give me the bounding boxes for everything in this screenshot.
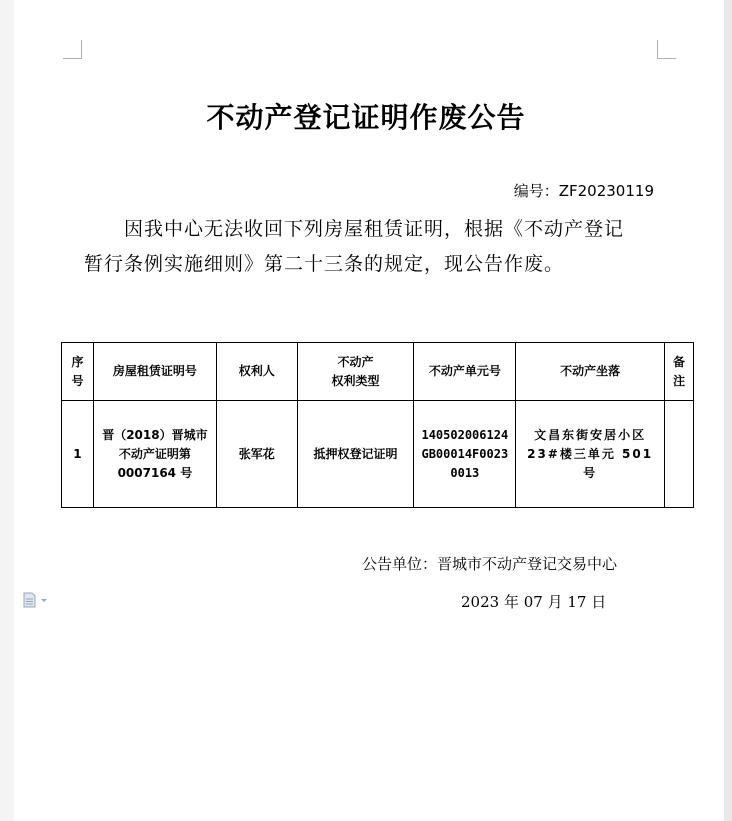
header-index: 序号 (62, 343, 94, 401)
header-right-type: 不动产 权利类型 (297, 343, 414, 401)
cell-remark (664, 401, 693, 508)
document-title: 不动产登记证明作废公告 (206, 101, 526, 134)
header-remark: 备注 (664, 343, 693, 401)
cell-index: 1 (62, 401, 94, 508)
cell-unit-no: 140502006124GB00014F00230013 (414, 401, 516, 508)
header-cert-no: 房屋租赁证明号 (93, 343, 216, 401)
body-line-1: 因我中心无法收回下列房屋租赁证明，根据《不动产登记 (124, 218, 625, 240)
document-number-value: ZF20230119 (558, 182, 654, 200)
certificate-table (61, 342, 694, 508)
document-icon-glyph (22, 592, 50, 608)
header-unit-no: 不动产单元号 (414, 343, 516, 401)
top-left-margin-mark (63, 40, 82, 59)
body-line-2: 暂行条例实施细则》第二十三条的规定，现公告作废。 (84, 253, 565, 275)
document-icon[interactable] (22, 592, 50, 608)
cell-right-type: 抵押权登记证明 (297, 401, 414, 508)
document-number (514, 180, 654, 201)
announcement-body (84, 212, 664, 282)
announcement-date: 2023 年 07 月 17 日 (461, 593, 607, 611)
table-row (62, 401, 694, 508)
cell-holder: 张军花 (216, 401, 297, 508)
chevron-down-icon (41, 599, 47, 602)
top-right-margin-mark (657, 40, 676, 59)
table-header-row (62, 343, 694, 401)
document-number-label: 编号： (513, 182, 559, 200)
header-location: 不动产坐落 (516, 343, 665, 401)
cell-cert-no: 晋（2018）晋城市 不动产证明第 0007164 号 (93, 401, 216, 508)
cell-location: 文昌东街安居小区23#楼三单元 501 号 (516, 401, 665, 508)
header-holder: 权利人 (216, 343, 297, 401)
issuer: 公告单位：晋城市不动产登记交易中心 (362, 555, 618, 573)
